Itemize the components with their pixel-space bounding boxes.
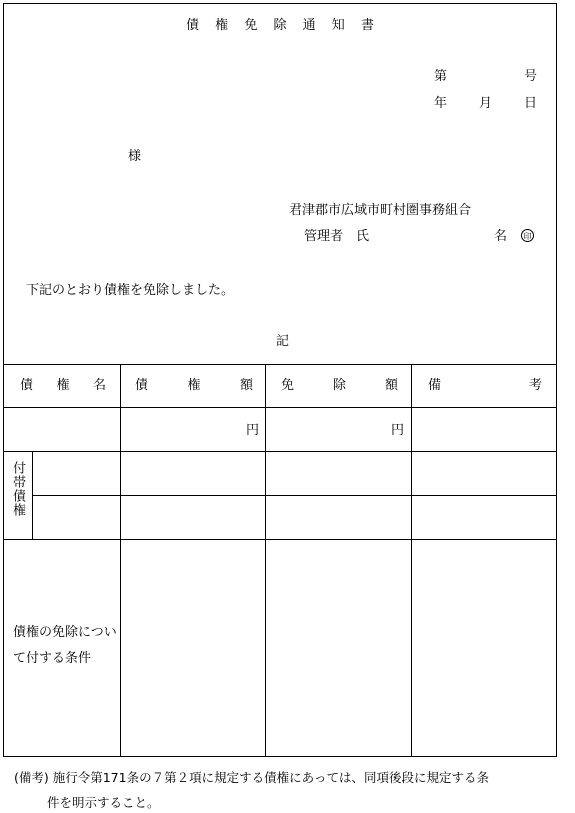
- attached-mid-line: [32, 495, 557, 496]
- attached-label-line: [32, 451, 33, 539]
- spread-word: 第: [434, 69, 448, 84]
- col1-line: [120, 364, 121, 757]
- header-exempt-amount: [281, 379, 398, 392]
- spread-char: 権: [56, 378, 70, 393]
- conditions-label: 債権の免除について付する条件: [13, 625, 117, 666]
- seal-mark: [521, 229, 534, 242]
- row1-bottom-line: [3, 451, 557, 452]
- spread-word: 日: [523, 96, 537, 111]
- exempt-amount-yen: 円: [391, 423, 405, 438]
- number-label: [434, 70, 537, 83]
- spread-char: 名: [92, 378, 106, 393]
- spread-char: 除: [332, 378, 346, 393]
- spread-char: 免: [281, 378, 295, 393]
- spread-char: 書: [360, 18, 374, 33]
- issuer-role: 管理者 氏: [304, 229, 370, 244]
- spread-word: 年: [434, 96, 448, 111]
- issuer-org: 君津郡市広域市町村圏事務組合: [289, 203, 472, 218]
- claim-amount-yen: 円: [246, 423, 260, 438]
- spread-char: 額: [239, 378, 253, 393]
- spread-char: 額: [384, 378, 398, 393]
- header-remarks: [428, 379, 542, 392]
- col2-line: [265, 364, 266, 757]
- spread-char: 債: [20, 378, 34, 393]
- spread-char: 債: [135, 378, 149, 393]
- spread-char: 通: [302, 18, 316, 33]
- footer-note-continued: 件を明示すること。: [47, 795, 160, 810]
- seal-icon: 印: [521, 229, 534, 242]
- spread-char: 除: [273, 18, 287, 33]
- header-bottom-line: [3, 407, 557, 408]
- spread-char: 免: [244, 18, 258, 33]
- spread-char: 債: [186, 18, 200, 33]
- body-text: 下記のとおり債権を免除しました。: [26, 283, 235, 298]
- footer-note: (備考) 施行令第171条の７第２項に規定する債権にあっては、同項後段に規定する条: [14, 770, 489, 785]
- ki-label: 記: [276, 334, 290, 349]
- document-title: [186, 19, 374, 32]
- spread-word: 号: [523, 69, 537, 84]
- col3-line: [411, 364, 412, 757]
- spread-word: 月: [478, 96, 492, 111]
- attached-bottom-line: [3, 539, 557, 540]
- issuer-name-label: 名: [494, 229, 508, 244]
- spread-char: 備: [428, 378, 442, 393]
- recipient-suffix: 様: [128, 149, 142, 164]
- header-claim-amount: [135, 379, 253, 392]
- attached-claims-label: 付帯債権: [10, 461, 25, 517]
- spread-char: 権: [187, 378, 201, 393]
- table-top-line: [3, 364, 557, 365]
- header-claim-name: [20, 379, 106, 392]
- spread-char: 権: [215, 18, 229, 33]
- spread-char: 知: [331, 18, 345, 33]
- spread-char: 考: [528, 378, 542, 393]
- date-label: [434, 97, 537, 110]
